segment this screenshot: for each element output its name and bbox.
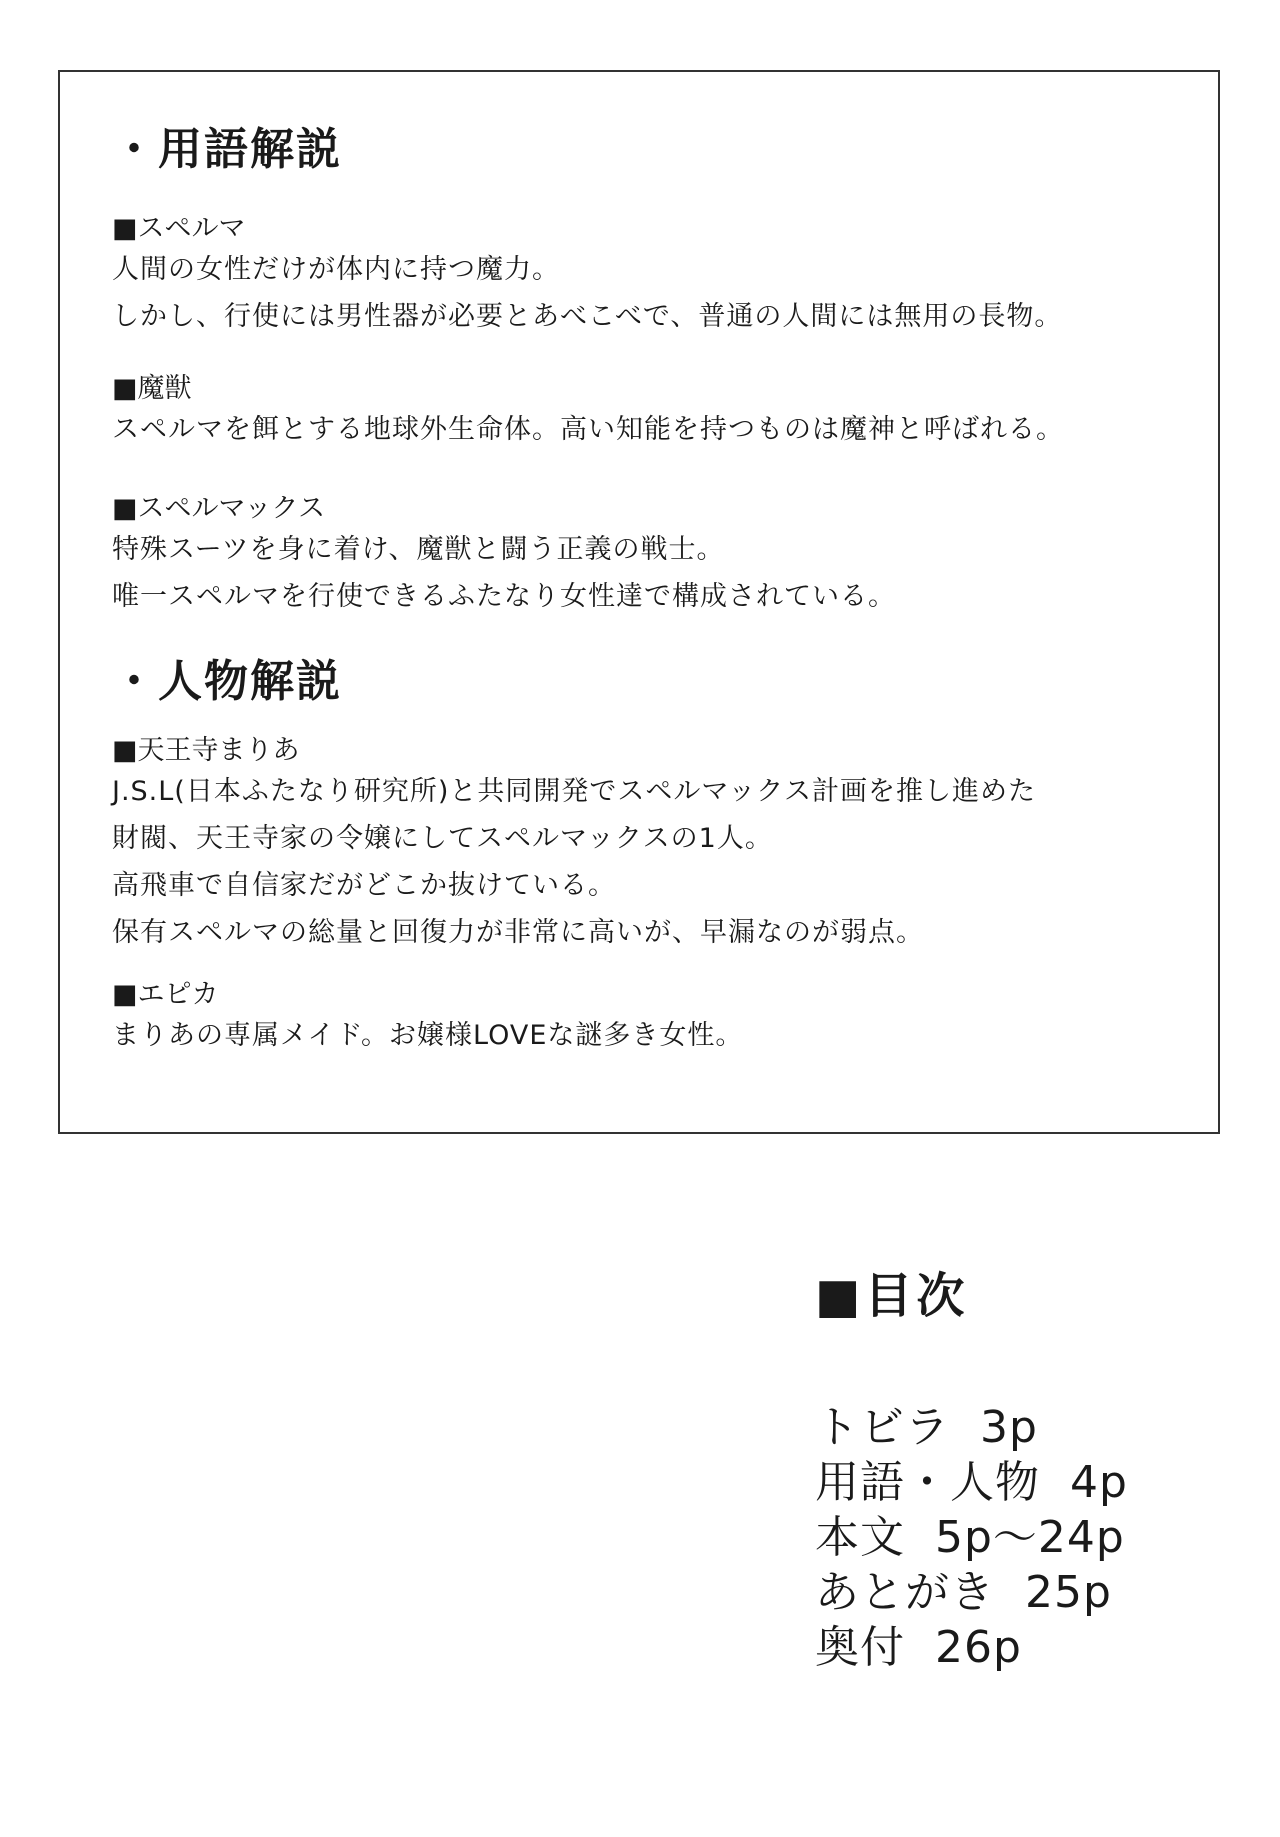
term-line: 保有スペルマの総量と回復力が非常に高いが、早漏なのが弱点。 xyxy=(112,917,924,948)
character-epica xyxy=(112,978,1192,1059)
toc-page: 25p xyxy=(1025,1567,1112,1618)
term-title: ■スペルマ xyxy=(112,213,246,244)
toc-item xyxy=(815,1400,1235,1455)
term-title: ■スペルマックス xyxy=(112,493,326,524)
toc-page: 26p xyxy=(935,1622,1022,1673)
toc-item xyxy=(815,1510,1235,1565)
toc-page: 3p xyxy=(980,1402,1038,1453)
toc-label: あとがき xyxy=(815,1567,995,1618)
term-title: ■魔獣 xyxy=(112,373,192,404)
toc-page: 5p～24p xyxy=(935,1512,1125,1563)
term-spermax xyxy=(112,492,1192,620)
term-line: しかし、行使には男性器が必要とあべこべで、普通の人間には無用の長物。 xyxy=(112,301,1063,332)
term-title: ■エピカ xyxy=(112,979,219,1010)
term-sperma xyxy=(112,212,1192,340)
table-of-contents xyxy=(815,1268,1235,1675)
toc-label: 本文 xyxy=(815,1512,905,1563)
toc-item xyxy=(815,1455,1235,1510)
characters-heading: ・人物解説 xyxy=(112,656,342,707)
term-line: 高飛車で自信家だがどこか抜けている。 xyxy=(112,870,616,901)
toc-list xyxy=(815,1400,1235,1675)
term-line: 唯一スペルマを行使できるふたなり女性達で構成されている。 xyxy=(112,581,896,612)
toc-heading: ■目次 xyxy=(815,1268,969,1324)
toc-page: 4p xyxy=(1070,1457,1128,1508)
toc-item xyxy=(815,1565,1235,1620)
term-line: J.S.L(日本ふたなり研究所)と共同開発でスペルマックス計画を推し進めた xyxy=(112,776,1037,807)
glossary-heading: ・用語解説 xyxy=(112,124,342,175)
term-title: ■天王寺まりあ xyxy=(112,735,300,766)
term-majuu xyxy=(112,372,1192,453)
toc-label: トビラ xyxy=(815,1402,950,1453)
character-maria xyxy=(112,734,1192,956)
toc-item xyxy=(815,1620,1235,1675)
term-line: 特殊スーツを身に着け、魔獣と闘う正義の戦士。 xyxy=(112,534,725,565)
term-line: スペルマを餌とする地球外生命体。高い知能を持つものは魔神と呼ばれる。 xyxy=(112,414,1064,445)
term-line: 財閥、天王寺家の令嬢にしてスペルマックスの1人。 xyxy=(112,823,773,854)
term-line: まりあの専属メイド。お嬢様LOVEな謎多き女性。 xyxy=(112,1020,744,1051)
toc-label: 用語・人物 xyxy=(815,1457,1040,1508)
toc-label: 奥付 xyxy=(815,1622,905,1673)
term-line: 人間の女性だけが体内に持つ魔力。 xyxy=(112,254,560,285)
glossary-box xyxy=(58,70,1220,1134)
